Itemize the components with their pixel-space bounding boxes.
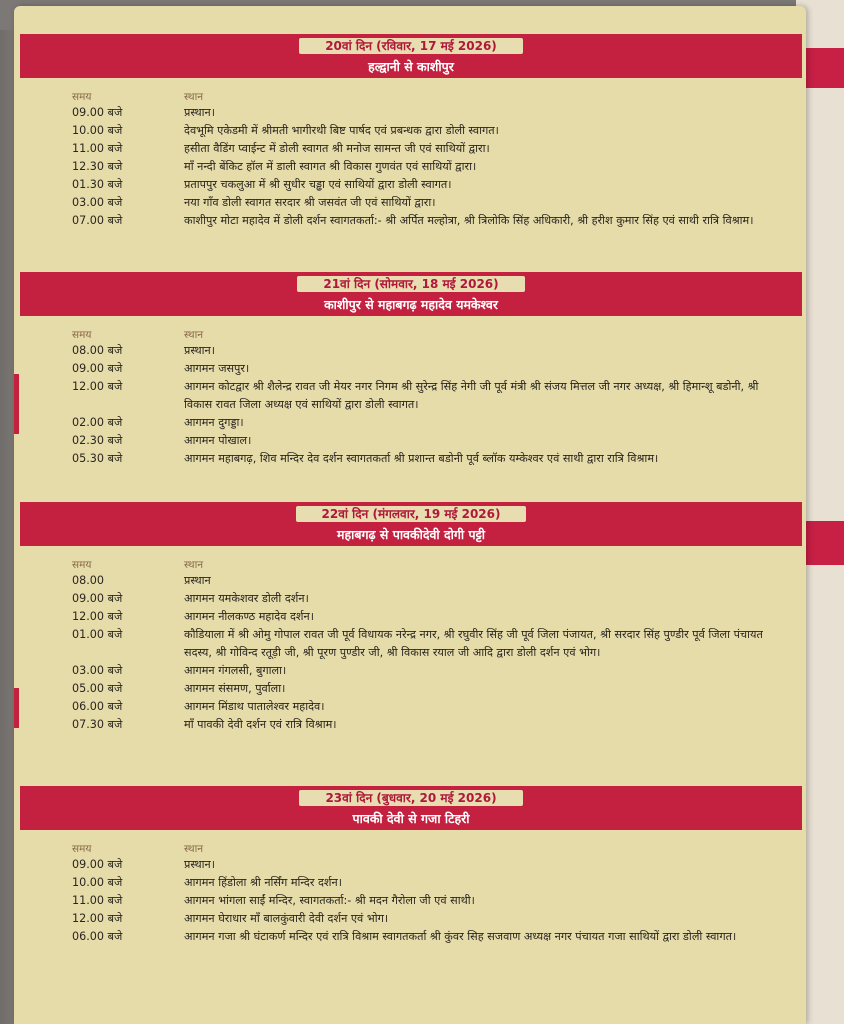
day-title: 22वां दिन (मंगलवार, 19 मई 2026) [296,506,527,522]
row-time: 12.00 बजे [72,380,123,393]
row-time: 02.30 बजे [72,434,123,447]
row-place: कौडियाला में श्री ओमु गोपाल रावत जी पूर्व विधायक नरेन्द्र नगर, श्री रघुवीर सिंह जी पूर्व जिला पंजायत, श्री सरदार सिंह पुण्डीर पूर्व जिला पंचायत सदस्य, श्री गोविन्द रतूड़ी जी, श्री पूरण पुण्डीर जी, श्री विकास रयाल जी आदि द्वारा डोली दर्शन एवं भोग। [184,628,763,659]
place-header: स्थान [184,843,204,855]
schedule-row [14,874,806,892]
schedule-row [14,626,806,662]
schedule-row [14,194,806,212]
day-22-section [14,502,806,734]
row-time: 03.00 बजे [72,664,123,677]
row-time: 03.00 बजे [72,196,123,209]
row-time: 12.00 बजे [72,610,123,623]
row-time: 12.00 बजे [72,912,123,925]
schedule-row [14,378,806,414]
time-header: समय [72,843,92,855]
schedule-row [14,608,806,626]
column-headers [14,328,806,342]
row-time: 09.00 बजे [72,362,123,375]
schedule-row [14,158,806,176]
schedule-row [14,176,806,194]
day-20-section [14,34,806,230]
row-time: 10.00 बजे [72,876,123,889]
place-header: स्थान [184,91,204,103]
schedule-row [14,572,806,590]
row-place: आगमन संसमण, पुर्वाला। [184,682,286,695]
schedule-row [14,716,806,734]
schedule-row [14,140,806,158]
row-place: आगमन जसपुर। [184,362,250,375]
day-title: 20वां दिन (रविवार, 17 मई 2026) [299,38,523,54]
column-headers [14,842,806,856]
row-place: आगमन दुगड्डा। [184,416,244,429]
row-place: हसीता वैडिंग प्वाईन्ट में डोली स्वागत श्री मनोज सामन्त जी एवं साथियों द्वारा। [184,142,490,155]
schedule-row [14,892,806,910]
column-headers [14,558,806,572]
row-place: माँ नन्दी बेंकिट हॉल में डाली स्वागत श्री विकास गुणवंत एवं साथियों द्वारा। [184,160,477,173]
row-place: प्रस्थान। [184,858,215,871]
schedule-row [14,662,806,680]
row-place: आगमन गंगलसी, बुगाला। [184,664,287,677]
schedule-row [14,680,806,698]
route-title: पावकी देवी से गजा टिहरी [352,811,470,826]
row-place: काशीपुर मोटा महादेव में डोली दर्शन स्वागतकर्ता:- श्री अर्पित मल्होत्रा, श्री त्रिलोकि सिंह अधिकारी, श्री हरीश कुमार सिंह एवं साथी रात्रि विश्राम। [184,214,754,227]
day-banner [20,502,802,546]
row-place: आगमन कोटद्वार श्री शैलेन्द्र रावत जी मेयर नगर निगम श्री सुरेन्द्र सिंह नेगी जी पूर्व मंत्री श्री संजय मित्तल जी नगर अध्यक्ष, श्री हिमान्शू बडोनी, श्री विकास रावत जिला अध्यक्ष एवं साथियों द्वारा डोली स्वागत। [184,380,759,411]
row-time: 09.00 बजे [72,858,123,871]
row-time: 09.00 बजे [72,106,123,119]
row-time: 02.00 बजे [72,416,123,429]
day-title: 21वां दिन (सोमवार, 18 मई 2026) [297,276,524,292]
row-place: आगमन घेराधार माँ बालकुंवारी देवी दर्शन एवं भोग। [184,912,389,925]
route-title: काशीपुर से महाबगढ़ महादेव यमकेश्वर [324,297,498,312]
next-page-banner-1 [800,48,844,88]
schedule-row [14,104,806,122]
schedule-row [14,360,806,378]
row-place: नया गाँव डोली स्वागत सरदार श्री जसवंत जी एवं साथियों द्वारा। [184,196,436,209]
schedule-row [14,414,806,432]
row-place: प्रतापपुर चकलुआ में श्री सुधीर चड्ढा एवं साथियों द्वारा डोली स्वागत। [184,178,452,191]
day-banner [20,34,802,78]
row-time: 11.00 बजे [72,894,123,907]
schedule-row [14,450,806,468]
schedule-row [14,122,806,140]
row-place: आगमन यमकेशवर डोली दर्शन। [184,592,309,605]
schedule-row [14,590,806,608]
schedule-row [14,698,806,716]
row-place: प्रस्थान। [184,344,215,357]
row-place: आगमन महाबगढ़, शिव मन्दिर देव दर्शन स्वागतकर्ता श्री प्रशान्त बडोनी पूर्व ब्लॉक यम्केश्वर एवं साथी द्वारा रात्रि विश्राम। [184,452,659,465]
day-title: 23वां दिन (बुधवार, 20 मई 2026) [299,790,522,806]
row-time: 01.30 बजे [72,178,123,191]
day-banner [20,272,802,316]
row-time: 01.00 बजे [72,628,123,641]
row-place: प्रस्थान। [184,106,215,119]
row-place: आगमन गजा श्री घंटाकर्ण मन्दिर एवं रात्रि विश्राम स्वागतकर्ता श्री कुंवर सिह सजवाण अध्यक्ष नगर पंचायत गजा साथियों द्वारा डोली स्वागत। [184,930,737,943]
row-time: 08.00 बजे [72,344,123,357]
row-place: प्रस्थान [184,574,211,587]
margin-marker [14,374,19,434]
day-banner [20,786,802,830]
schedule-row [14,910,806,928]
row-time: 08.00 [72,574,105,587]
schedule-row [14,432,806,450]
row-place: आगमन नीलकण्ठ महादेव दर्शन। [184,610,314,623]
schedule-row [14,342,806,360]
row-place: आगमन हिंडोला श्री नर्सिंग मन्दिर दर्शन। [184,876,342,889]
time-header: समय [72,91,92,103]
route-title: महाबगढ़ से पावकीदेवी दोगी पट्टी [337,527,485,542]
row-time: 09.00 बजे [72,592,123,605]
row-time: 10.00 बजे [72,124,123,137]
row-time: 12.30 बजे [72,160,123,173]
row-time: 05.00 बजे [72,682,123,695]
margin-marker [14,688,19,728]
row-time: 07.30 बजे [72,718,123,731]
schedule-row [14,212,806,230]
row-time: 06.00 बजे [72,700,123,713]
row-time: 06.00 बजे [72,930,123,943]
route-title: हल्द्वानी से काशीपुर [368,59,454,74]
row-time: 05.30 बजे [72,452,123,465]
time-header: समय [72,559,92,571]
schedule-row [14,856,806,874]
row-time: 11.00 बजे [72,142,123,155]
place-header: स्थान [184,329,204,341]
row-place: आगमन पोखाल। [184,434,252,447]
place-header: स्थान [184,559,204,571]
time-header: समय [72,329,92,341]
column-headers [14,90,806,104]
row-place: आगमन मिंडाथ पातालेश्वर महादेव। [184,700,325,713]
row-time: 07.00 बजे [72,214,123,227]
row-place: माँ पावकी देवी दर्शन एवं रात्रि विश्राम। [184,718,337,731]
row-place: आगमन भांगला साईं मन्दिर, स्वागतकर्ता:- श्री मदन गैरोला जी एवं साथी। [184,894,475,907]
next-page-banner-2 [800,521,844,565]
row-place: देवभूमि एकेडमी में श्रीमती भागीरथी बिष्ट पार्षद एवं प्रबन्धक द्वारा डोली स्वागत। [184,124,499,137]
brochure-page [14,6,806,1024]
day-23-section [14,786,806,946]
day-21-section [14,272,806,468]
schedule-row [14,928,806,946]
